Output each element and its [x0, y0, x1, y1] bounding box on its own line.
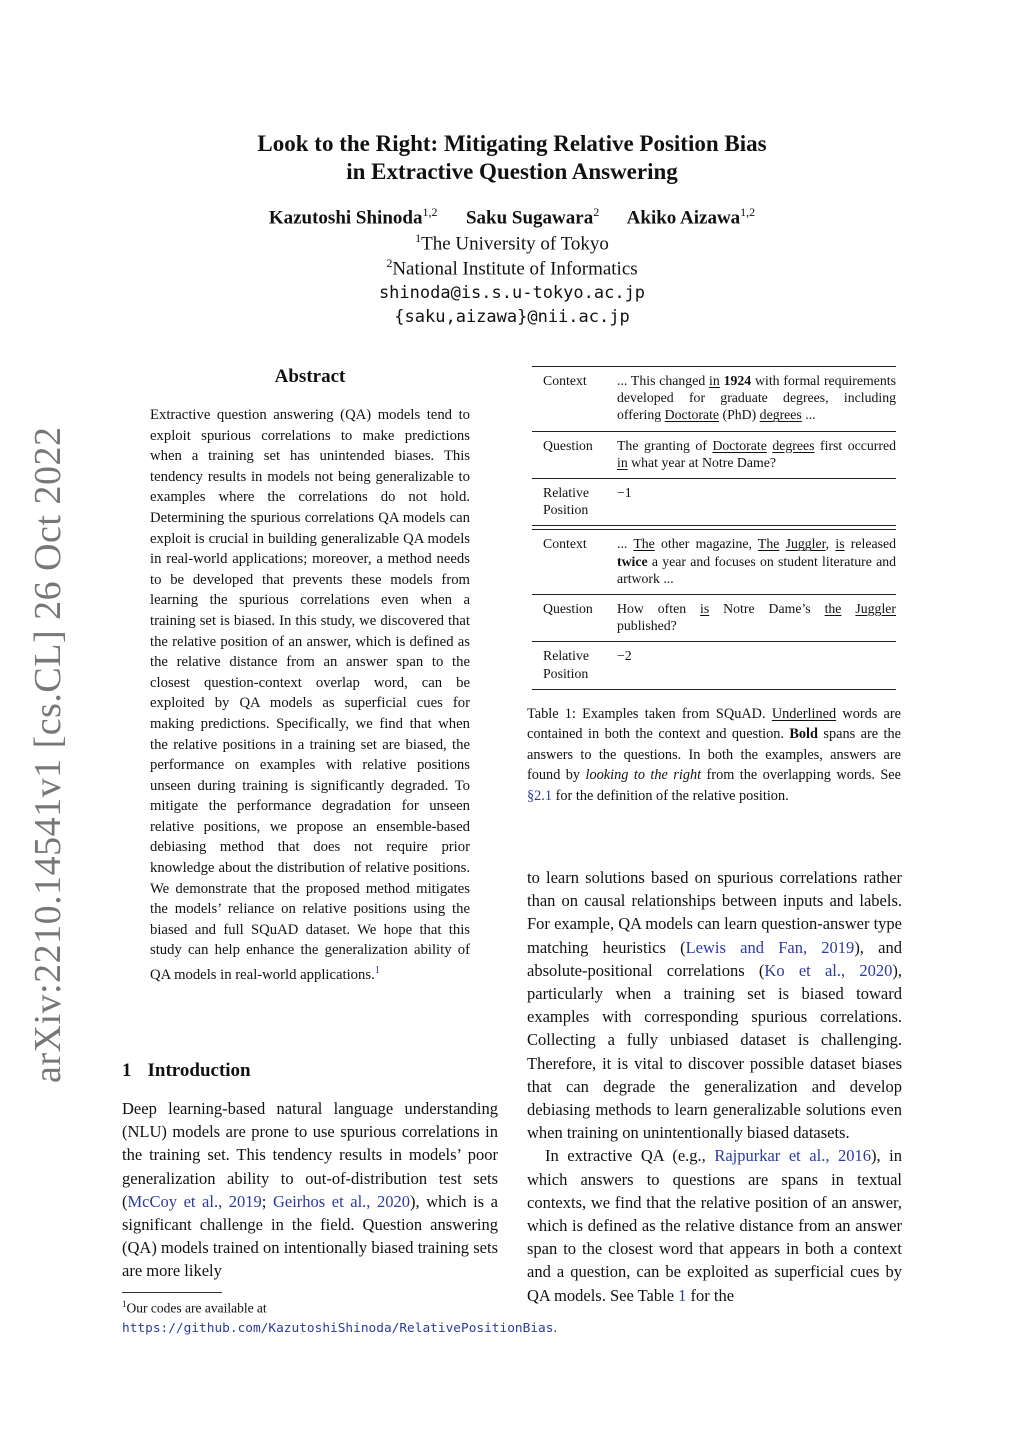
underlined-overlap-word: is: [835, 536, 845, 552]
author-affiliation-mark: 1,2: [422, 205, 438, 219]
underlined-overlap-word: Juggler: [785, 536, 826, 552]
paper-title: [122, 130, 902, 186]
section-title: Introduction: [147, 1060, 251, 1081]
row-label: Context: [543, 536, 587, 552]
text-run: The granting of: [617, 437, 713, 453]
table-row: [532, 479, 896, 526]
text-run: from the overlapping words. See: [701, 767, 901, 784]
author-affiliation-mark: 1,2: [740, 205, 756, 219]
underlined-overlap-word: the: [824, 601, 842, 617]
text-run: ... This changed: [617, 373, 710, 388]
text-run: Table 1: Examples taken from SQuAD.: [527, 706, 772, 722]
citation-link[interactable]: Geirhos et al., 2020: [272, 1191, 410, 1211]
intro-left-column: [122, 1097, 498, 1283]
text-run: ), in which answers to questions are spans in textual contexts, we find that the relative position of an answer, which is defined as the relative distance from an answer span to the closest word that appears in both a context and a question, can be exploited as superficial cues by QA models. See Table: [527, 1146, 902, 1305]
footnote-url-link[interactable]: https://github.com/KazutoshiShinoda/RelativePositionBias: [122, 1320, 554, 1336]
question-cell: [617, 600, 896, 634]
author-affiliation-mark: 2: [593, 205, 600, 219]
footnote-mark: 1: [122, 1299, 127, 1309]
abstract-text: Extractive question answering (QA) models tend to exploit spurious correlations to make predictions when a training set has unintended biases. This tendency results in models not being generalizable to examples where the correlations do not hold. Determining the spurious correlations QA models can exploit is crucial in building generalizable QA models in real-world applications; moreover, a method needs to be developed that prevents these models from learning the spurious correlations even when a training set is biased. In this study, we discovered that the relative position of an answer, which is defined as the relative distance from an answer span to the closest question-context overlap word, can be exploited by QA models as superficial cues for making predictions. Specifically, we find that when the relative positions in a training set are biased, the performance on examples with relative positions unseen during training is significantly degraded. To mitigate the performance degradation for unseen relative positions, we propose an ensemble-based debiasing method that does not require prior knowledge about the distribution of relative positions. We demonstrate that the proposed method mitigates the models’ reliance on relative positions using the biased and full SQuAD dataset. We hope that this study can help enhance the generalization ability of QA models in real-world applications.: [150, 407, 470, 983]
context-cell: [617, 535, 896, 587]
paragraph: [527, 1144, 902, 1306]
underlined-overlap-word: degrees: [759, 407, 802, 423]
row-label: Question: [543, 437, 593, 453]
text-run: what year at Notre Dame?: [627, 454, 776, 470]
author-name: Saku Sugawara: [465, 207, 594, 229]
email-1: shinoda@is.s.u-tokyo.ac.jp: [378, 283, 646, 303]
email-2: {saku,aizawa}@nii.ac.jp: [394, 307, 630, 327]
row-label: Context: [543, 373, 587, 388]
text-run: words are contained in both the context and question.: [527, 706, 901, 743]
row-label: Question: [543, 601, 593, 617]
text-run: (PhD): [719, 407, 760, 423]
underlined-overlap-word: in: [709, 373, 720, 388]
text-run: ...: [801, 407, 816, 423]
text-run: to learn solutions based on spurious correlations rather than on causal relationships between inputs and labels. For example, QA models can learn question-answer type matching heuristics (: [527, 868, 902, 957]
body-text: Deep learning-based natural language understanding (NLU) models are prone to use spurious correlations in the training set. This tendency results in models’ poor generalization ability to out-of-distribution test sets (: [122, 1099, 498, 1211]
abstract-body: [150, 405, 470, 986]
table-row: [532, 367, 896, 432]
table-row: [532, 530, 896, 595]
text-run: ...: [617, 536, 634, 552]
table-row: [532, 595, 896, 642]
text-run: for the: [686, 1285, 735, 1305]
question-cell: [617, 437, 896, 471]
body-text: ), which is a significant challenge in the field. Question answering (QA) models trained on intentionally biased training sets are more likely: [122, 1191, 498, 1281]
text-run: Notre Dame’s: [709, 601, 825, 617]
affiliation-name: National Institute of Informatics: [392, 258, 638, 280]
text-run: other magazine,: [654, 536, 758, 552]
emphasis-text: looking to the right: [585, 767, 702, 784]
citation-link[interactable]: §2.1: [527, 787, 553, 804]
text-run: published?: [617, 618, 677, 634]
text-run: How often: [617, 601, 701, 617]
title-line-2: in Extractive Question Answering: [346, 159, 678, 184]
text-run: ), particularly when a training set is biased toward examples with corresponding spurious correlations. Collecting a fully unbiased dataset is challenging. Therefore, it is vital to discover possible dataset biases that can degrade the generalization and develop debiasing methods to learn generalizable solutions even when training on unintentionally biased datasets.: [527, 960, 902, 1143]
paragraph: [527, 866, 902, 1144]
section-heading-introduction: [122, 1060, 251, 1082]
answer-span: Bold: [789, 726, 818, 743]
citation-link[interactable]: Rajpurkar et al., 2016: [714, 1146, 871, 1166]
underlined-overlap-word: is: [700, 601, 710, 617]
underlined-overlap-word: Juggler: [855, 601, 896, 617]
text-run: spans are the answers to the questions. In both the examples, answers are found by: [527, 726, 901, 784]
footnote-text: Our codes are available at: [126, 1300, 267, 1316]
affiliation-name: The University of Tokyo: [421, 233, 609, 255]
text-run: a year and focuses on student literature and artwork ...: [617, 553, 896, 586]
text-run: for the definition of the relative position.: [552, 787, 789, 804]
body-text: ;: [261, 1191, 273, 1211]
underlined-overlap-word: Underlined: [771, 706, 837, 722]
footnote: [122, 1295, 557, 1338]
answer-span: 1924: [723, 373, 752, 388]
text-run: ), and absolute-positional correlations (: [527, 937, 902, 980]
citation-link[interactable]: Lewis and Fan, 2019: [685, 937, 855, 957]
affiliation-2: [122, 256, 902, 280]
affiliation-mark: 1: [415, 231, 422, 245]
underlined-overlap-word: in: [617, 454, 628, 470]
underlined-overlap-word: The: [757, 536, 780, 552]
underlined-overlap-word: degrees: [772, 437, 815, 453]
text-run: with formal requirements developed for graduate degrees, including offering: [617, 373, 896, 423]
relative-position-cell: −1: [617, 485, 632, 501]
table-row: [532, 432, 896, 479]
table-1: [532, 366, 896, 690]
text-run: In extractive QA (e.g.,: [545, 1146, 715, 1166]
title-line-1: Look to the Right: Mitigating Relative Position Bias: [257, 131, 767, 156]
footnote-ref[interactable]: 1: [374, 965, 380, 977]
footnote-text: .: [553, 1319, 557, 1335]
section-number: 1: [122, 1060, 132, 1081]
abstract-heading: Abstract: [274, 366, 346, 387]
text-run: first occurred: [814, 437, 896, 453]
author-name: Kazutoshi Shinoda: [268, 207, 423, 229]
relative-position-cell: −2: [617, 648, 632, 664]
intro-right-column: [527, 866, 902, 1307]
citation-link[interactable]: 1: [678, 1285, 687, 1305]
affiliation-1: [122, 231, 902, 255]
row-label: Relative Position: [543, 485, 589, 518]
underlined-overlap-word: Doctorate: [664, 407, 720, 423]
author-name: Akiko Aizawa: [626, 207, 741, 229]
context-cell: [617, 372, 896, 424]
text-run: released: [844, 536, 896, 552]
text-run: [841, 601, 855, 616]
answer-span: twice: [617, 553, 648, 569]
affiliation-mark: 2: [386, 256, 393, 270]
table-caption: [527, 704, 901, 806]
citation-link[interactable]: McCoy et al., 2019: [127, 1191, 262, 1211]
underlined-overlap-word: The: [633, 536, 655, 552]
underlined-overlap-word: Doctorate: [712, 437, 767, 453]
row-label: Relative Position: [543, 648, 589, 681]
footnote-divider: [122, 1292, 222, 1293]
text-run: ,: [825, 536, 836, 552]
arxiv-identifier: arXiv:2210.14541v1 [cs.CL] 26 Oct 2022: [27, 426, 69, 1084]
author-list: [122, 205, 902, 229]
citation-link[interactable]: Ko et al., 2020: [764, 960, 893, 980]
table-row: [532, 642, 896, 689]
